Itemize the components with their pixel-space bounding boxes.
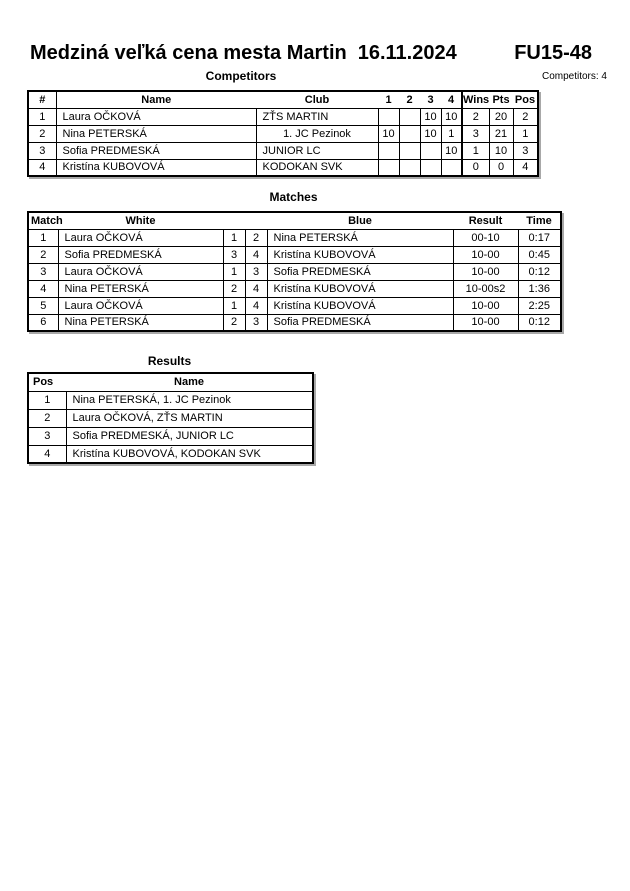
match-result: 10-00 bbox=[453, 246, 518, 263]
category-label: FU15-48 bbox=[514, 42, 592, 64]
col-header-bnum bbox=[245, 212, 267, 229]
match-row bbox=[28, 280, 561, 297]
white-seed: 2 bbox=[223, 280, 245, 297]
blue-name: Nina PETERSKÁ bbox=[267, 229, 453, 246]
score-vs-3 bbox=[420, 159, 441, 176]
competitors-count: Competitors: 4 bbox=[541, 71, 607, 82]
competitors-header-row bbox=[28, 91, 538, 108]
score-vs-4: 10 bbox=[441, 142, 462, 159]
match-result: 10-00 bbox=[453, 297, 518, 314]
result-name: Sofia PREDMESKÁ, JUNIOR LC bbox=[66, 427, 313, 445]
white-name: Laura OČKOVÁ bbox=[58, 297, 223, 314]
score-vs-1 bbox=[378, 159, 399, 176]
col-header-match: Match bbox=[31, 214, 63, 227]
match-time: 2:25 bbox=[518, 297, 561, 314]
competitor-pos: 3 bbox=[513, 142, 538, 159]
score-vs-2 bbox=[399, 142, 420, 159]
col-header-white: White bbox=[125, 214, 156, 227]
blue-seed: 3 bbox=[245, 263, 267, 280]
matches-table bbox=[27, 211, 562, 332]
score-vs-3 bbox=[420, 142, 441, 159]
competitors-table bbox=[27, 90, 539, 177]
result-name: Kristína KUBOVOVÁ, KODOKAN SVK bbox=[66, 445, 313, 463]
match-result: 10-00 bbox=[453, 263, 518, 280]
score-vs-4: 1 bbox=[441, 125, 462, 142]
score-vs-3: 10 bbox=[420, 108, 441, 125]
competitor-num: 4 bbox=[28, 159, 56, 176]
white-seed: 2 bbox=[223, 314, 245, 331]
competitor-club: JUNIOR LC bbox=[256, 142, 378, 159]
blue-name: Sofia PREDMESKÁ bbox=[267, 263, 453, 280]
competitor-row bbox=[28, 125, 538, 142]
match-time: 0:45 bbox=[518, 246, 561, 263]
blue-seed: 2 bbox=[245, 229, 267, 246]
competitor-row bbox=[28, 108, 538, 125]
results-section-title: Results bbox=[147, 354, 192, 368]
competitor-pts: 10 bbox=[489, 142, 513, 159]
result-row bbox=[28, 409, 313, 427]
blue-name: Kristína KUBOVOVÁ bbox=[267, 297, 453, 314]
white-seed: 3 bbox=[223, 246, 245, 263]
match-num: 4 bbox=[28, 280, 58, 297]
score-vs-3: 10 bbox=[420, 125, 441, 142]
sheet-header bbox=[30, 42, 592, 65]
score-vs-1 bbox=[378, 108, 399, 125]
blue-seed: 4 bbox=[245, 280, 267, 297]
competitor-club: 1. JC Pezinok bbox=[256, 125, 378, 142]
match-time: 1:36 bbox=[518, 280, 561, 297]
score-vs-4 bbox=[441, 159, 462, 176]
result-row bbox=[28, 391, 313, 409]
col-header-wins: Wins bbox=[462, 91, 489, 108]
results-header-row bbox=[28, 373, 313, 391]
col-header-pts: Pts bbox=[492, 93, 510, 106]
match-time: 0:12 bbox=[518, 263, 561, 280]
match-num: 2 bbox=[28, 246, 58, 263]
col-header-4: 4 bbox=[447, 93, 455, 106]
competitor-pts: 21 bbox=[489, 125, 513, 142]
match-num: 5 bbox=[28, 297, 58, 314]
match-row bbox=[28, 314, 561, 331]
result-pos: 1 bbox=[28, 391, 66, 409]
match-num: 1 bbox=[28, 229, 58, 246]
col-header-name: Name bbox=[56, 91, 256, 108]
competitor-wins: 3 bbox=[462, 125, 489, 142]
competitor-wins: 0 bbox=[462, 159, 489, 176]
score-vs-1: 10 bbox=[378, 125, 399, 142]
competitor-pos: 4 bbox=[513, 159, 538, 176]
match-result: 10-00 bbox=[453, 314, 518, 331]
competitor-pts: 20 bbox=[489, 108, 513, 125]
competitor-pos: 1 bbox=[513, 125, 538, 142]
tournament-name: Medziná veľká cena mesta Martin bbox=[30, 42, 347, 64]
col-header-num: # bbox=[39, 93, 46, 106]
result-pos: 2 bbox=[28, 409, 66, 427]
white-seed: 1 bbox=[223, 229, 245, 246]
competitor-num: 1 bbox=[28, 108, 56, 125]
result-row bbox=[28, 445, 313, 463]
col-header-result: Result bbox=[468, 214, 503, 227]
competitor-pos: 2 bbox=[513, 108, 538, 125]
competitor-pts: 0 bbox=[489, 159, 513, 176]
matches-section-title: Matches bbox=[269, 190, 318, 204]
result-name: Laura OČKOVÁ, ZŤS MARTIN bbox=[66, 409, 313, 427]
match-time: 0:17 bbox=[518, 229, 561, 246]
match-row bbox=[28, 229, 561, 246]
competitor-name: Laura OČKOVÁ bbox=[56, 108, 256, 125]
competitor-club: ZŤS MARTIN bbox=[256, 108, 378, 125]
col-header-blue: Blue bbox=[348, 214, 372, 227]
competitor-club: KODOKAN SVK bbox=[256, 159, 378, 176]
match-row bbox=[28, 246, 561, 263]
white-name: Sofia PREDMESKÁ bbox=[58, 246, 223, 263]
white-seed: 1 bbox=[223, 263, 245, 280]
match-result: 00-10 bbox=[453, 229, 518, 246]
col-header-pos: Pos bbox=[33, 376, 54, 389]
competitor-wins: 1 bbox=[462, 142, 489, 159]
blue-name: Kristína KUBOVOVÁ bbox=[267, 246, 453, 263]
col-header-time: Time bbox=[526, 214, 552, 227]
results-table bbox=[27, 372, 314, 464]
tournament-date: 16.11.2024 bbox=[357, 42, 457, 64]
score-vs-2 bbox=[399, 108, 420, 125]
result-name: Nina PETERSKÁ, 1. JC Pezinok bbox=[66, 391, 313, 409]
tournament-title bbox=[30, 42, 457, 65]
result-pos: 3 bbox=[28, 427, 66, 445]
competitor-row bbox=[28, 142, 538, 159]
blue-name: Kristína KUBOVOVÁ bbox=[267, 280, 453, 297]
blue-seed: 4 bbox=[245, 246, 267, 263]
score-vs-2 bbox=[399, 125, 420, 142]
competitors-section-title: Competitors bbox=[205, 69, 277, 83]
match-num: 3 bbox=[28, 263, 58, 280]
result-row bbox=[28, 427, 313, 445]
result-pos: 4 bbox=[28, 445, 66, 463]
col-header-1: 1 bbox=[385, 93, 392, 106]
col-header-club: Club bbox=[304, 93, 330, 106]
white-name: Laura OČKOVÁ bbox=[58, 229, 223, 246]
white-name: Nina PETERSKÁ bbox=[58, 314, 223, 331]
matches-header-row bbox=[28, 212, 561, 229]
competitor-name: Sofia PREDMESKÁ bbox=[56, 142, 256, 159]
match-time: 0:12 bbox=[518, 314, 561, 331]
col-header-2: 2 bbox=[406, 93, 413, 106]
competitor-wins: 2 bbox=[462, 108, 489, 125]
white-name: Laura OČKOVÁ bbox=[58, 263, 223, 280]
score-vs-1 bbox=[378, 142, 399, 159]
blue-name: Sofia PREDMESKÁ bbox=[267, 314, 453, 331]
white-name: Nina PETERSKÁ bbox=[58, 280, 223, 297]
col-header-pos: Pos bbox=[514, 93, 536, 106]
col-header-name: Name bbox=[174, 376, 204, 389]
blue-seed: 3 bbox=[245, 314, 267, 331]
match-result: 10-00s2 bbox=[453, 280, 518, 297]
competitor-num: 3 bbox=[28, 142, 56, 159]
blue-seed: 4 bbox=[245, 297, 267, 314]
competitor-row bbox=[28, 159, 538, 176]
competitor-num: 2 bbox=[28, 125, 56, 142]
col-header-3: 3 bbox=[427, 93, 434, 106]
score-vs-2 bbox=[399, 159, 420, 176]
match-num: 6 bbox=[28, 314, 58, 331]
match-row bbox=[28, 263, 561, 280]
white-seed: 1 bbox=[223, 297, 245, 314]
match-row bbox=[28, 297, 561, 314]
competitor-name: Kristína KUBOVOVÁ bbox=[56, 159, 256, 176]
col-header-wnum bbox=[223, 212, 245, 229]
score-vs-4: 10 bbox=[441, 108, 462, 125]
competitor-name: Nina PETERSKÁ bbox=[56, 125, 256, 142]
